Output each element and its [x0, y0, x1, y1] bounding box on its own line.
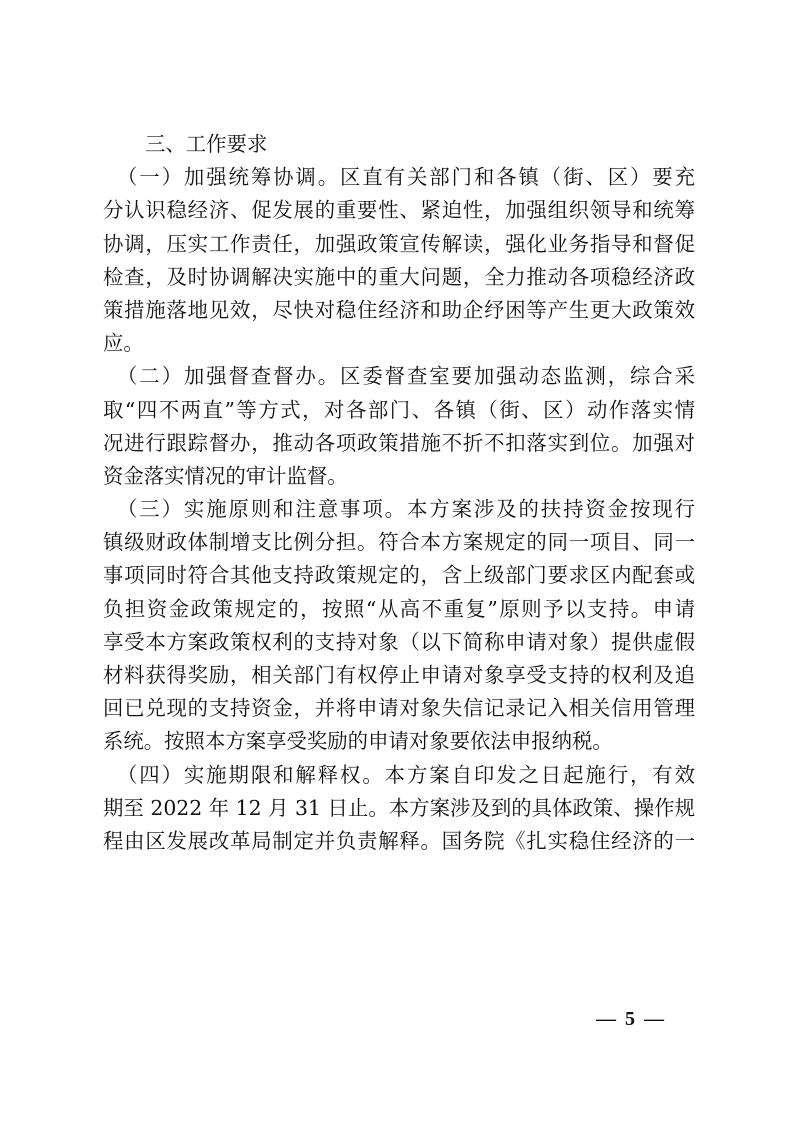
text-line: 应。 — [103, 331, 144, 356]
text-line: 镇级财政体制增支比例分担。符合本方案规定的同一项目、同一 — [103, 530, 695, 555]
text-line: 回已兑现的支持资金，并将申请对象失信记录记入相关信用管理 — [103, 696, 695, 721]
paragraph-validity — [103, 759, 695, 859]
document-body — [103, 128, 695, 858]
text-line: 况进行跟踪督办，推动各项政策措施不折不扣落实到位。加强对 — [103, 430, 695, 455]
text-line: 协调，压实工作责任，加强政策宣传解读，强化业务指导和督促 — [103, 231, 695, 256]
text-line: （二）加强督查督办。区委督查室要加强动态监测，综合采 — [117, 364, 695, 389]
text-line: 享受本方案政策权利的支持对象（以下简称申请对象）提供虚假 — [103, 629, 695, 654]
text-line: 取“四不两直”等方式，对各部门、各镇（街、区）动作落实情 — [103, 397, 695, 422]
text-line: 策措施落地见效，尽快对稳住经济和助企纾困等产生更大政策效 — [103, 297, 695, 322]
text-line: 资金落实情况的审计监督。 — [103, 463, 348, 488]
text-line: 期至 2022 年 12 月 31 日止。本方案涉及到的具体政策、操作规 — [103, 795, 695, 820]
paragraph-coordination — [103, 161, 695, 360]
text-line: 材料获得奖励，相关部门有权停止申请对象享受支持的权利及追 — [103, 663, 695, 687]
text-line: （一）加强统筹协调。区直有关部门和各镇（街、区）要充 — [117, 165, 695, 190]
text-line: 检查，及时协调解决实施中的重大问题，全力推动各项稳经济政 — [103, 264, 695, 289]
text-line: 负担资金政策规定的，按照“从高不重复”原则予以支持。申请 — [103, 596, 695, 621]
text-line: （四）实施期限和解释权。本方案自印发之日起施行，有效 — [117, 762, 695, 787]
text-line: （三）实施原则和注意事项。本方案涉及的扶持资金按现行 — [117, 497, 695, 522]
section-heading: 三、工作要求 — [145, 132, 268, 156]
text-line: 系统。按照本方案享受奖励的申请对象要依法申报纳税。 — [103, 729, 613, 754]
text-line: 分认识稳经济、促发展的重要性、紧迫性，加强组织领导和统筹 — [103, 198, 695, 223]
page-number: — 5 — — [596, 1008, 666, 1030]
paragraph-supervision — [103, 360, 695, 493]
text-line: 事项同时符合其他支持政策规定的，含上级部门要求区内配套或 — [103, 563, 695, 588]
text-line: 程由区发展改革局制定并负责解释。国务院《扎实稳住经济的一 — [103, 828, 695, 853]
paragraph-principles — [103, 493, 695, 759]
